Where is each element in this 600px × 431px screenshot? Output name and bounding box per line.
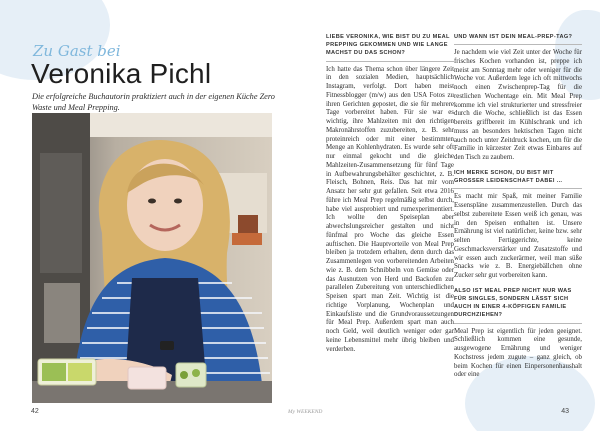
page-number-left: 42 xyxy=(31,408,39,415)
article-kicker: Zu Gast bei xyxy=(33,42,121,60)
interview-question: ALSO IST MEAL PREP NICHT NUR WAS FÜR SINGLES, SONDERN LÄSST SICH AUCH IN EINER 4-KÖPFIGEN FAMILIE DURCHZIEHEN? xyxy=(454,287,582,324)
interview-question: UND WANN IST DEIN MEAL-PREP-TAG? xyxy=(454,33,582,45)
interview-answer: Je nachdem wie viel Zeit unter der Woche für frisches Kochen vorhanden ist, preppe ich meist am Sonntag mehr oder weniger für die Woche vor. Außerdem lege ich oft mittwochs noch einen Zwischenprep-Tag für die restlichen Wochentage ein. Mit Meal Prep komme ich viel strukturierter und stressfreier durch die Woche, schließlich ist das Essen bereits griffbereit im Kühlschrank und ich muss an besonders hektischen Tagen nicht auch noch unter Zeitdruck kochen, um für die Familie in kürzester Zeit etwas Einbares auf den Tisch zu zaubern. xyxy=(454,49,582,162)
kitchen-photo xyxy=(32,113,272,403)
interview-question: ICH MERKE SCHON, DU BIST MIT GROSSER LEIDENSCHAFT DABEI … xyxy=(454,169,582,189)
text-column-2 xyxy=(454,33,582,386)
interview-answer: Ich hatte das Thema schon über längere Zeit in den sozialen Medien, hauptsächlich Instagram, verfolgt. Dort haben meist Fitnessblogger (m/w) aus den USA Fotos zu ihren Gerichten gepostet, die sie für mehrere Tage vorbereitet haben. Für sie war es wichtig, ihre Mahlzeiten mit den richtigen Makronährstoffen zuzubereiten, z. B. sehr proteinreich oder mit einer bestimmten Menge an Kohlenhydraten. Es wurde sehr oft nur einmal gekocht und die gleiche Mahlzeiten-Zusammensetzung für fünf Tage in Aufbewahrungsbehälter geschichtet, z. B. Fleisch, Bohnen, Reis. Das hat mir vom Ansatz her sehr gut gefallen. Seit etwa 2016 führe ich Meal Prep regelmäßig selbst durch, habe viel ausprobiert und rumexperimentiert. Ich wollte den Speiseplan aber abwechslungsreicher gestalten und nicht fünfmal pro Woche das gleiche Essen auftischen. Die Hauptvorteile von Meal Prep bleiben ja trotzdem erhalten, denn durch das Zusammenlegen von vorbereitenden Arbeiten wie z. B. dem Schnibbeln von Gemüse oder das Ausnutzen von Herd und Backofen zur parallelen Zubereitung von unterschiedlichen Speisen spart man Zeit. Wichtig ist die richtige Vorplanung, Wochenplan und Einkaufsliste und die Grundvoraussetzungen für Meal Prep. Außerdem spart man auch noch Geld, weil deutlich weniger oder gar keine Lebensmittel mehr übrig bleiben und verderben. xyxy=(326,65,454,353)
page-number-right: 43 xyxy=(561,408,569,415)
article-intro: Die erfolgreiche Buchautorin praktiziert auch in der eigenen Küche Zero Waste und Meal Prepping. xyxy=(32,92,275,112)
magazine-folio: My WEEKEND xyxy=(288,409,323,415)
interview-answer: Es macht mir Spaß, mit meiner Familie Essenspläne zusammenzustellen. Durch das selbst zubereitete Essen weiß ich genau, was in den Speisen enthalten ist. Unsere Ernährung ist viel natürlicher, keine bzw. sehr selten Fertiggerichte, keine Geschmacksverstärker und Zusatzstoffe und wir essen auch zuckerärmer, weil man süße Snacks wie z. B. Energiebällchen ohne Zucker sehr gut vorbereiten kann. xyxy=(454,193,582,280)
kitchen-photo-illustration xyxy=(32,113,272,403)
interview-answer: Meal Prep ist eigentlich für jeden geeignet. Schließlich kommen eine gesunde, ausgewogene Ernährung und weniger Kochstress jedem zugute – ganz gleich, ob beim Kochen für einen Einpersonenhaushalt oder eine xyxy=(454,327,582,379)
text-column-1 xyxy=(326,33,454,360)
interview-question: LIEBE VERONIKA, WIE BIST DU ZU MEAL PREPPING GEKOMMEN UND WIE LANGE MACHST DU DAS SCHON? xyxy=(326,33,454,62)
article-title: Veronika Pichl xyxy=(31,58,212,89)
